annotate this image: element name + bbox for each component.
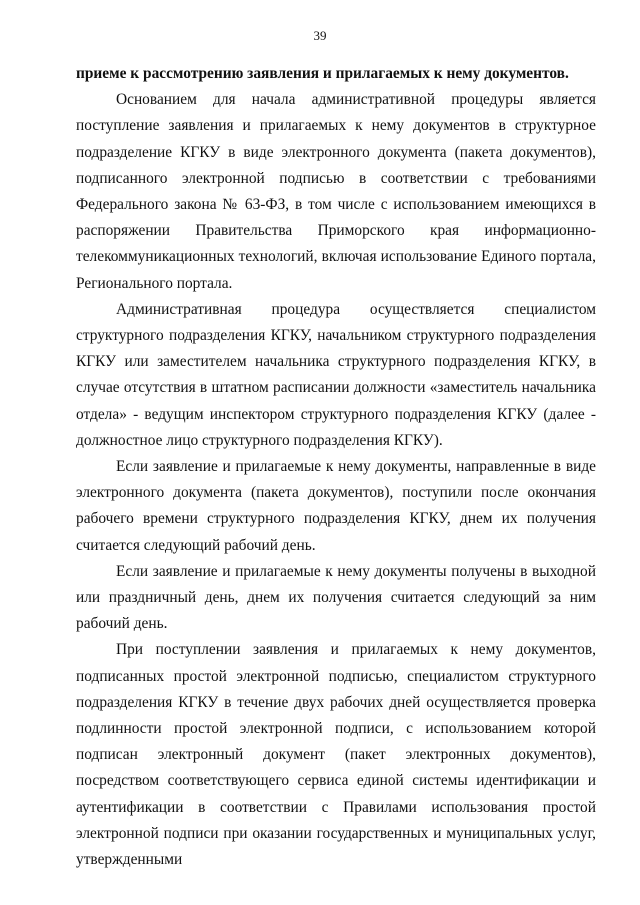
document-body — [76, 61, 596, 873]
page-number: 39 — [313, 28, 327, 43]
paragraph-holiday: Если заявление и прилагаемые к нему документы получены в выходной или праздничный день, днем их получения считается следующий за ним рабочий день. — [76, 562, 596, 633]
paragraph-signature-check: При поступлении заявления и прилагаемых к нему документов, подписанных простой электронной подписью, специалистом структурного подразделения КГКУ в течение двух рабочих дней осуществляется проверка подлинности простой электронной подписи, с использованием которой подписан электронный документ (пакет электронных документов), посредством соответствующего сервиса единой системы идентификации и аутентификации в соответствии с Правилами использования простой электронной подписи при оказании государственных и муниципальных услуг, утвержденными — [76, 641, 596, 869]
paragraph-responsible-official: Административная процедура осуществляется специалистом структурного подразделения КГКУ, начальником структурного подразделения КГКУ или заместителем начальника структурного подразделения КГКУ, в случае отсутствия в штатном расписании должности «заместитель начальника отдела» - ведущим инспектором структурного подразделения КГКУ (далее - должностное лицо структурного подразделения КГКУ). — [76, 300, 596, 449]
paragraph-grounds: Основанием для начала административной процедуры является поступление заявления и прилагаемых к нему документов в структурное подразделение КГКУ в виде электронного документа (пакета документов), подписанного электронной подписью в соответствии с требованиями Федерального закона № 63-ФЗ, в том числе с использованием имеющихся в распоряжении Правительства Приморского края информационно-телекоммуникационных технологий, включая использование Единого портала, Регионального портала. — [76, 91, 596, 292]
paragraph-after-hours: Если заявление и прилагаемые к нему документы, направленные в виде электронного документа (пакета документов), поступили после окончания рабочего времени структурного подразделения КГКУ, днем их получения считается следующий рабочий день. — [76, 458, 596, 554]
heading-continuation: приеме к рассмотрению заявления и прилагаемых к нему документов. — [76, 65, 569, 82]
